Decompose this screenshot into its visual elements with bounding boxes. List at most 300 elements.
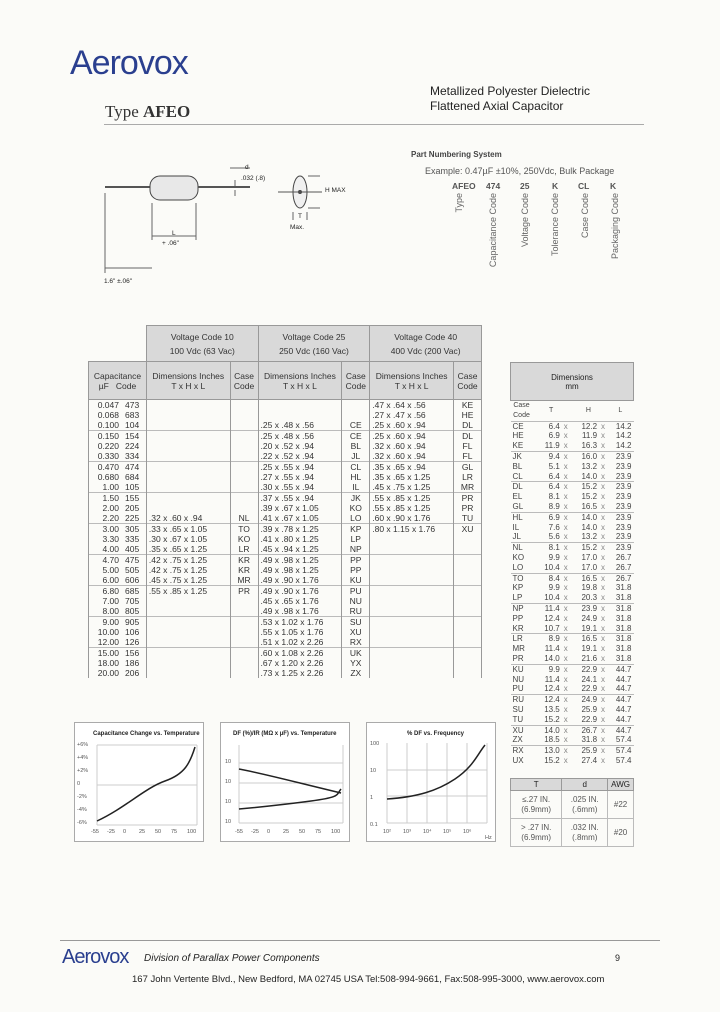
table-cell: .49 x .98 x 1.25 [258, 565, 342, 575]
dim-row [511, 451, 634, 461]
axis-tick-label: -2% [77, 794, 87, 800]
table-cell: .55 x 1.05 x 1.76 [258, 627, 342, 637]
table-cell: RU [342, 606, 370, 617]
dim-cell: 13.2 x [581, 461, 606, 471]
header-rule [104, 124, 644, 125]
table-cell: FL [454, 441, 482, 451]
dim-cell: CE [511, 421, 533, 431]
table-cell: .33 x .65 x 1.05 [146, 524, 230, 535]
part-example: Example: 0.47µF ±10%, 250Vdc, Bulk Package [425, 166, 615, 176]
df-freq-title: % DF vs. Frequency [407, 731, 465, 737]
dim-cell: 13.0 x [533, 746, 570, 756]
table-cell: CE [342, 431, 370, 442]
dim-cell: 23.9 [615, 522, 632, 532]
dim-cell: 8.9 x [548, 501, 568, 511]
table-cell [454, 544, 482, 555]
dim-cell: 23.9 [607, 512, 633, 522]
dim-cell: 19.8 x [581, 583, 606, 593]
table-cell: .49 x .90 x 1.76 [258, 575, 342, 586]
table-row [89, 451, 482, 462]
table-cell: .32 x .60 x .94 [370, 451, 454, 462]
dim-cell: PR [512, 653, 524, 663]
dim-cell: PP [512, 613, 524, 623]
axis-tick-label: 75 [171, 829, 178, 835]
dim-cell: 22.9 x [581, 684, 606, 694]
table-row [89, 606, 482, 617]
table-cell: .53 x 1.02 x 1.76 [258, 617, 342, 628]
dim-cell: RU [511, 695, 533, 705]
table-cell [454, 586, 482, 597]
table-cell [146, 658, 230, 668]
table-cell: .73 x 1.25 x 2.26 [258, 668, 342, 678]
dim-colhead: Case Code [513, 402, 530, 419]
table-row [89, 400, 482, 411]
table-cell: TO [230, 524, 258, 535]
table-cell [230, 617, 258, 628]
table-cell: .41 x .67 x 1.05 [258, 513, 342, 524]
dim-cell: CL [512, 471, 523, 481]
brand-logo: Aerovox [70, 44, 188, 82]
dim-cell: 14.2 [615, 441, 632, 451]
dim-cell: 10.4 x [544, 593, 568, 603]
table-cell [230, 441, 258, 451]
awg-cell: #20 [608, 819, 634, 847]
table-cell [370, 617, 454, 628]
table-cell [230, 472, 258, 482]
table-cell: KR [230, 555, 258, 566]
dim-cell: PU [512, 684, 524, 694]
dim-row [511, 644, 634, 654]
dim-colhead: L [618, 406, 623, 414]
table-cell [146, 668, 230, 678]
table-cell [454, 627, 482, 637]
dim-cell: 23.9 [607, 543, 633, 553]
dim-row [511, 705, 634, 715]
axis-tick-label: 100 [370, 741, 380, 747]
dim-row [511, 725, 634, 735]
dim-cell: 11.4 x [544, 644, 568, 654]
table-cell: PR [230, 586, 258, 597]
axis-tick-label: 10⁵ [443, 829, 452, 835]
table-cell [146, 431, 230, 442]
table-cell [370, 555, 454, 566]
table-cell [146, 400, 230, 411]
table-cell: .32 x .60 x .94 [146, 513, 230, 524]
dims-header-25: Dimensions Inches T x H x L [258, 362, 342, 400]
table-cell: KP [342, 524, 370, 535]
axis-tick-label: 10⁴ [423, 829, 432, 835]
table-cell: KO [230, 534, 258, 544]
axis-tick-label: 10 [225, 819, 232, 825]
table-cell [146, 420, 230, 431]
page-number: 9 [615, 953, 621, 963]
dim-cell: XU [511, 725, 533, 735]
table-cell: .42 x .75 x 1.25 [146, 555, 230, 566]
table-cell [230, 482, 258, 493]
dim-cell: 26.7 [615, 552, 632, 562]
dim-cell: 23.9 [607, 451, 633, 461]
dim-row [511, 634, 634, 644]
code-pkg: K [610, 181, 617, 191]
dim-cell: 9.9 x [548, 583, 568, 593]
footer-rule [60, 940, 660, 941]
axis-tick-label: +2% [77, 768, 89, 774]
footer-address: 167 John Vertente Blvd., New Bedford, MA 02745 USA Tel:508-994-9661, Fax:508-995-3000, www.aerovox.com [132, 974, 605, 985]
table-row [89, 596, 482, 606]
dim-colhead: H [585, 406, 591, 414]
table-cell: .27 x .55 x .94 [258, 472, 342, 482]
dim-cell: 23.9 [615, 532, 632, 542]
dim-cell: 14.2 [615, 431, 632, 441]
dim-cell: KU [511, 664, 533, 674]
table-cell: KO [342, 503, 370, 513]
dim-cell: 27.4 x [581, 755, 606, 765]
table-row [89, 586, 482, 597]
dim-row [511, 543, 634, 553]
awg-h-t: T [511, 779, 562, 791]
dim-cell: 23.9 [615, 471, 632, 481]
dim-cell: 31.8 [615, 583, 632, 593]
table-cell: .20 x .52 x .94 [258, 441, 342, 451]
dim-row [511, 695, 634, 705]
table-cell: RX [342, 637, 370, 648]
table-cell [342, 400, 370, 411]
footer-division: Division of Parallax Power Components [144, 953, 320, 964]
table-cell: .39 x .78 x 1.25 [258, 524, 342, 535]
dim-cell: LR [511, 634, 533, 644]
dim-cell: JL [512, 532, 521, 542]
table-cell: 9.00 905 [89, 617, 147, 628]
axis-tick-label: 100 [187, 829, 197, 835]
dim-cell: 22.9 x [570, 664, 607, 674]
label-tol: Tolerance Code [550, 193, 560, 257]
dim-row [511, 624, 634, 634]
part-labels [452, 193, 627, 283]
dim-cell: IL [512, 522, 520, 532]
dim-row [511, 684, 634, 694]
table-cell: .22 x .52 x .94 [258, 451, 342, 462]
dim-row [511, 675, 634, 685]
dim-cell: 6.4 x [548, 471, 568, 481]
table-cell: 4.70 475 [89, 555, 147, 566]
dim-cell: 24.9 x [570, 695, 607, 705]
dim-cell: BL [512, 461, 523, 471]
table-cell [230, 606, 258, 617]
dim-row [511, 482, 634, 492]
dim-cell: HL [511, 512, 533, 522]
table-cell [146, 441, 230, 451]
dim-cell: 16.5 x [581, 501, 606, 511]
dim-colhead-row [511, 401, 634, 422]
axis-tick-label: 25 [139, 829, 146, 835]
table-cell: PP [342, 565, 370, 575]
dim-row [511, 603, 634, 613]
table-cell: .35 x .65 x .94 [370, 462, 454, 473]
axis-tick-label: 10² [383, 829, 391, 835]
table-cell: 0.100 104 [89, 420, 147, 431]
cap-header: Capacitance µF Code [89, 362, 147, 400]
table-cell: 4.00 405 [89, 544, 147, 555]
table-cell: .25 x .60 x .94 [370, 431, 454, 442]
table-row [89, 627, 482, 637]
cap-temp-title: Capacitance Change vs. Temperature [93, 731, 200, 737]
table-cell: 2.20 225 [89, 513, 147, 524]
dim-cell: 15.2 x [570, 482, 607, 492]
dim-cell: LO [512, 562, 524, 572]
dim-cell: 57.4 [615, 755, 632, 765]
table-cell [230, 410, 258, 420]
dim-cell: 23.9 x [570, 603, 607, 613]
df-freq-chart [366, 722, 496, 842]
table-cell [370, 534, 454, 544]
axis-tick-label: 50 [155, 829, 162, 835]
dim-row [511, 441, 634, 451]
dim-cell: 44.7 [615, 704, 632, 714]
awg-h-awg: AWG [608, 779, 634, 791]
dim-cell: JK [511, 451, 533, 461]
table-cell [370, 637, 454, 648]
dim-cell: 31.8 [615, 623, 632, 633]
table-cell: PR [454, 493, 482, 504]
table-cell: 3.00 305 [89, 524, 147, 535]
type-title [105, 102, 190, 122]
table-cell [146, 637, 230, 648]
dim-row [511, 553, 634, 563]
table-cell: 1.50 155 [89, 493, 147, 504]
table-cell: 12.00 126 [89, 637, 147, 648]
table-cell: CE [342, 420, 370, 431]
table-cell [230, 668, 258, 678]
table-row [89, 441, 482, 451]
h-max-label: H MAX [325, 187, 346, 194]
table-cell: XU [342, 627, 370, 637]
table-cell: .45 x .94 x 1.25 [258, 544, 342, 555]
dim-cell: HE [512, 431, 524, 441]
axis-tick-label: -4% [77, 807, 87, 813]
dim-cell: 23.9 [607, 482, 633, 492]
label-volt: Voltage Code [520, 193, 530, 248]
table-cell: .55 x .85 x 1.25 [370, 493, 454, 504]
dim-cell: 44.7 [607, 695, 633, 705]
dim-cell: 25.9 x [581, 704, 606, 714]
table-cell: .55 x .85 x 1.25 [146, 586, 230, 597]
dim-cell: 8.1 x [533, 543, 570, 553]
table-cell: .25 x .60 x .94 [370, 420, 454, 431]
table-cell: 10.00 106 [89, 627, 147, 637]
table-cell [146, 617, 230, 628]
dim-cell: 17.0 x [581, 562, 606, 572]
table-cell: MR [230, 575, 258, 586]
table-cell [146, 451, 230, 462]
table-cell [230, 503, 258, 513]
capacitance-table [88, 361, 482, 678]
label-cap: Capacitance Code [488, 193, 498, 268]
table-cell: YX [342, 658, 370, 668]
dim-cell: 11.4 x [533, 603, 570, 613]
table-cell: 20.00 206 [89, 668, 147, 678]
table-cell: UK [342, 648, 370, 659]
dim-cell: 15.2 x [581, 492, 606, 502]
dim-cell: 14.0 x [544, 653, 568, 663]
table-row [89, 617, 482, 628]
dim-cell: LP [512, 593, 523, 603]
table-cell: .80 x 1.15 x 1.76 [370, 524, 454, 535]
table-cell: PR [454, 503, 482, 513]
table-cell: .47 x .64 x .56 [370, 400, 454, 411]
dim-cell: 12.4 x [544, 684, 568, 694]
table-cell: .45 x .75 x 1.25 [146, 575, 230, 586]
dim-cell: 23.9 [615, 501, 632, 511]
table-cell: KR [230, 565, 258, 575]
table-cell [230, 420, 258, 431]
dim-row [511, 472, 634, 482]
dim-row [511, 431, 634, 441]
dim-cell: 19.1 x [581, 623, 606, 633]
table-cell: SU [342, 617, 370, 628]
dim-cell: 57.4 [615, 735, 632, 745]
table-cell: .49 x .90 x 1.76 [258, 586, 342, 597]
table-cell: .49 x .98 x 1.25 [258, 555, 342, 566]
dim-cell: 5.1 x [548, 461, 568, 471]
table-cell [258, 400, 342, 411]
dim-cell: 15.2 x [544, 714, 568, 724]
table-cell [230, 637, 258, 648]
table-cell [370, 627, 454, 637]
dim-row [511, 593, 634, 603]
table-cell: 2.00 205 [89, 503, 147, 513]
dim-cell: 44.7 [607, 664, 633, 674]
dim-cell: 14.0 x [581, 471, 606, 481]
axis-tick-label: 10 [225, 779, 232, 785]
table-cell [454, 555, 482, 566]
axis-tick-label: 1 [370, 795, 374, 801]
code-tol: K [552, 181, 559, 191]
l-tol: + .06" [162, 240, 179, 247]
table-cell: DL [454, 420, 482, 431]
table-cell: 0.330 334 [89, 451, 147, 462]
dim-cell: 12.2 x [570, 421, 607, 431]
dim-cell: 11.9 x [582, 431, 606, 441]
code-case: CL [578, 181, 590, 191]
dim-row [511, 523, 634, 533]
dim-cell: 14.0 x [533, 725, 570, 735]
table-cell: LP [342, 534, 370, 544]
part-numbering-title: Part Numbering System [411, 150, 502, 159]
table-cell: HL [342, 472, 370, 482]
table-cell: GL [454, 462, 482, 473]
axis-tick-label: 10 [370, 768, 377, 774]
dim-cell: GL [512, 501, 524, 511]
table-cell [230, 462, 258, 473]
table-cell: HE [454, 410, 482, 420]
table-cell: 18.00 186 [89, 658, 147, 668]
axis-tick-label: 10⁶ [463, 829, 472, 835]
table-cell [342, 410, 370, 420]
awg-cell: .025 IN. (.6mm) [562, 791, 608, 819]
table-cell [146, 648, 230, 659]
table-cell [454, 658, 482, 668]
table-cell: .55 x .85 x 1.25 [370, 503, 454, 513]
table-cell [146, 462, 230, 473]
dim-cell: 20.3 x [581, 593, 606, 603]
table-cell: XU [454, 524, 482, 535]
dim-cell: DL [511, 482, 533, 492]
table-cell: 6.00 606 [89, 575, 147, 586]
table-cell: NL [230, 513, 258, 524]
dim-cell: 18.5 x [544, 735, 568, 745]
table-row [89, 648, 482, 659]
table-row [89, 524, 482, 535]
dim-cell: 13.2 x [581, 532, 606, 542]
dim-cell: 6.4 x [533, 482, 570, 492]
dim-cell: 31.8 [607, 603, 633, 613]
lead-dia: .032 (.8) [241, 175, 266, 182]
table-cell: KU [342, 575, 370, 586]
dim-cell: 31.8 [615, 653, 632, 663]
table-cell [370, 606, 454, 617]
dim-cell: 17.0 x [581, 552, 606, 562]
dim-row [511, 532, 634, 542]
table-cell: 5.00 505 [89, 565, 147, 575]
table-cell [230, 658, 258, 668]
awg-cell: ≤.27 IN. (6.9mm) [511, 791, 562, 819]
table-cell [146, 503, 230, 513]
lead-len: 1.6" ±.06" [104, 278, 133, 285]
table-row [89, 575, 482, 586]
table-cell [370, 575, 454, 586]
table-cell: LR [454, 472, 482, 482]
axis-tick-label: +4% [77, 755, 89, 761]
dim-cell: MR [512, 644, 525, 654]
dim-cell: 15.2 x [570, 543, 607, 553]
table-cell [230, 400, 258, 411]
table-row [89, 462, 482, 473]
table-row [89, 544, 482, 555]
dim-row [511, 462, 634, 472]
dim-cell: KE [512, 441, 524, 451]
table-row [89, 431, 482, 442]
awg-table [510, 778, 634, 847]
dim-cell: 12.4 x [544, 613, 568, 623]
table-cell: NU [342, 596, 370, 606]
table-cell [230, 596, 258, 606]
code-volt: 25 [520, 181, 530, 191]
df-temp-title: DF (%)/IR (MΩ x µF) vs. Temperature [233, 731, 337, 737]
dim-cell: 14.2 [607, 421, 633, 431]
table-cell: 0.047 473 [89, 400, 147, 411]
table-cell [258, 410, 342, 420]
dim-cell: 44.7 [607, 725, 633, 735]
dims-header-40: Dimensions Inches T x H x L [370, 362, 454, 400]
dim-mm-header: Dimensions mm [511, 363, 634, 401]
l-label: L [172, 230, 176, 237]
dim-cell: NU [512, 674, 525, 684]
dim-cell: 16.3 x [581, 441, 606, 451]
table-row [89, 420, 482, 431]
table-cell: LO [342, 513, 370, 524]
table-cell: .49 x .98 x 1.76 [258, 606, 342, 617]
table-cell [454, 606, 482, 617]
table-row [89, 565, 482, 575]
table-row [89, 503, 482, 513]
table-cell: ZX [342, 668, 370, 678]
voltage-code-25: Voltage Code 25 250 Vdc (160 Vac) [258, 326, 370, 362]
dim-row [511, 583, 634, 593]
dim-row [511, 735, 634, 745]
table-cell [230, 627, 258, 637]
dim-cell: KP [512, 583, 524, 593]
dim-row [511, 756, 634, 766]
